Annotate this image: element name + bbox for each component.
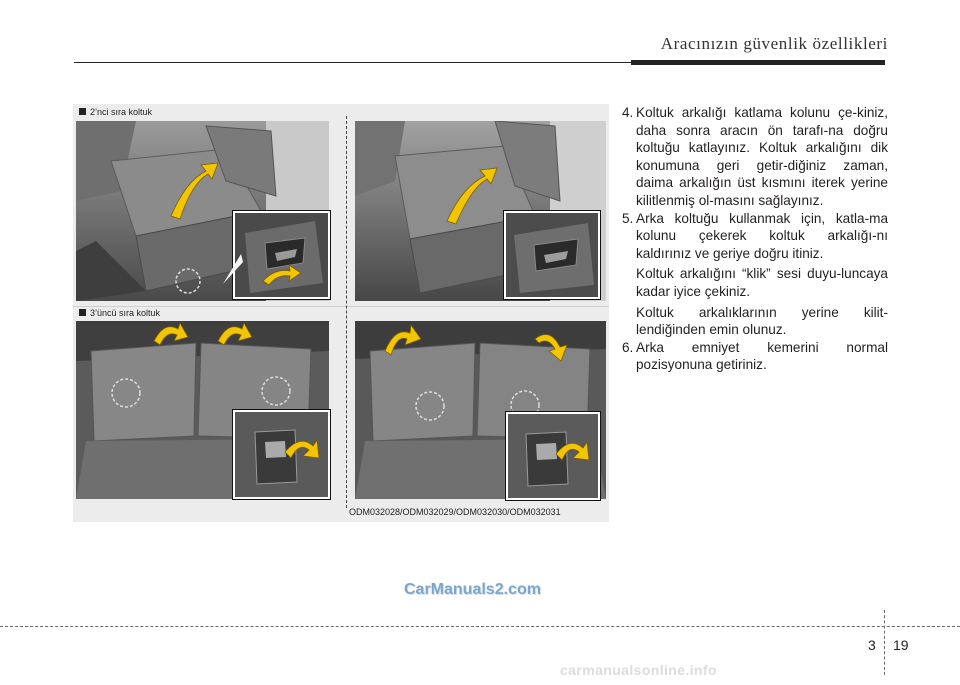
caption-second-row: 2’nci sıra koltuk [79,107,152,117]
caption-third-row: 3’üncü sıra koltuk [79,308,160,318]
instruction-step-5: 5. Arka koltuğu kullanmak için, katla-ma kolunu çekerek koltuk arkalığı-nı kaldırınız ve geriye doğru itiniz. [622,210,888,261]
instruction-list [616,104,888,374]
page-number: 19 [893,637,909,653]
header-rule [74,62,631,63]
section-title: Aracınızın güvenlik özellikleri [660,34,888,53]
watermark-link[interactable]: CarManuals2.com [404,581,541,598]
instruction-note-lock: Koltuk arkalıklarının yerine kilit-lendiğinden emin olunuz. [636,304,888,338]
instruction-note-click: Koltuk arkalığını “klik” sesi duyu-luncaya kadar iyice çekiniz. [636,266,888,299]
inset-raise-lever [504,211,600,299]
instruction-step-4: 4. Koltuk arkalığı katlama kolunu çe-kiniz, daha sonra aracın ön tarafı-na doğru koltuğu katlayınız. Koltuk arkalığını dik konumuna geri getir-diğiniz zaman, daima arkalığın üst kısmını iterek yerine kilitlenmiş ol-masını sağlayınız. [622,105,888,208]
inset-fold-lever [233,211,330,299]
inset-third-row-latch-illustration [508,414,598,498]
inset-third-row-strap-illustration [235,412,328,497]
inset-fold-lever-illustration [235,213,328,297]
header-rule-accent [631,60,885,65]
chapter-number: 3 [868,637,876,653]
instruction-step-6: 6. Arka emniyet kemerini normal pozisyonuna getiriniz. [622,339,888,373]
inset-raise-lever-illustration [506,213,598,297]
inset-third-row-strap [233,410,330,499]
footer-divider [884,610,885,675]
figure-code: ODM032028/ODM032029/ODM032030/ODM032031 [349,507,561,517]
figure-divider [73,306,609,307]
footer-site-watermark: carmanualsonline.info [560,662,717,678]
illustration-figure [73,104,609,522]
figure-center-divider [346,116,347,508]
footer-rule [0,626,960,627]
inset-third-row-latch [506,412,600,500]
inset-pointer [223,254,243,294]
square-bullet-icon [79,309,86,316]
square-bullet-icon [79,108,86,115]
